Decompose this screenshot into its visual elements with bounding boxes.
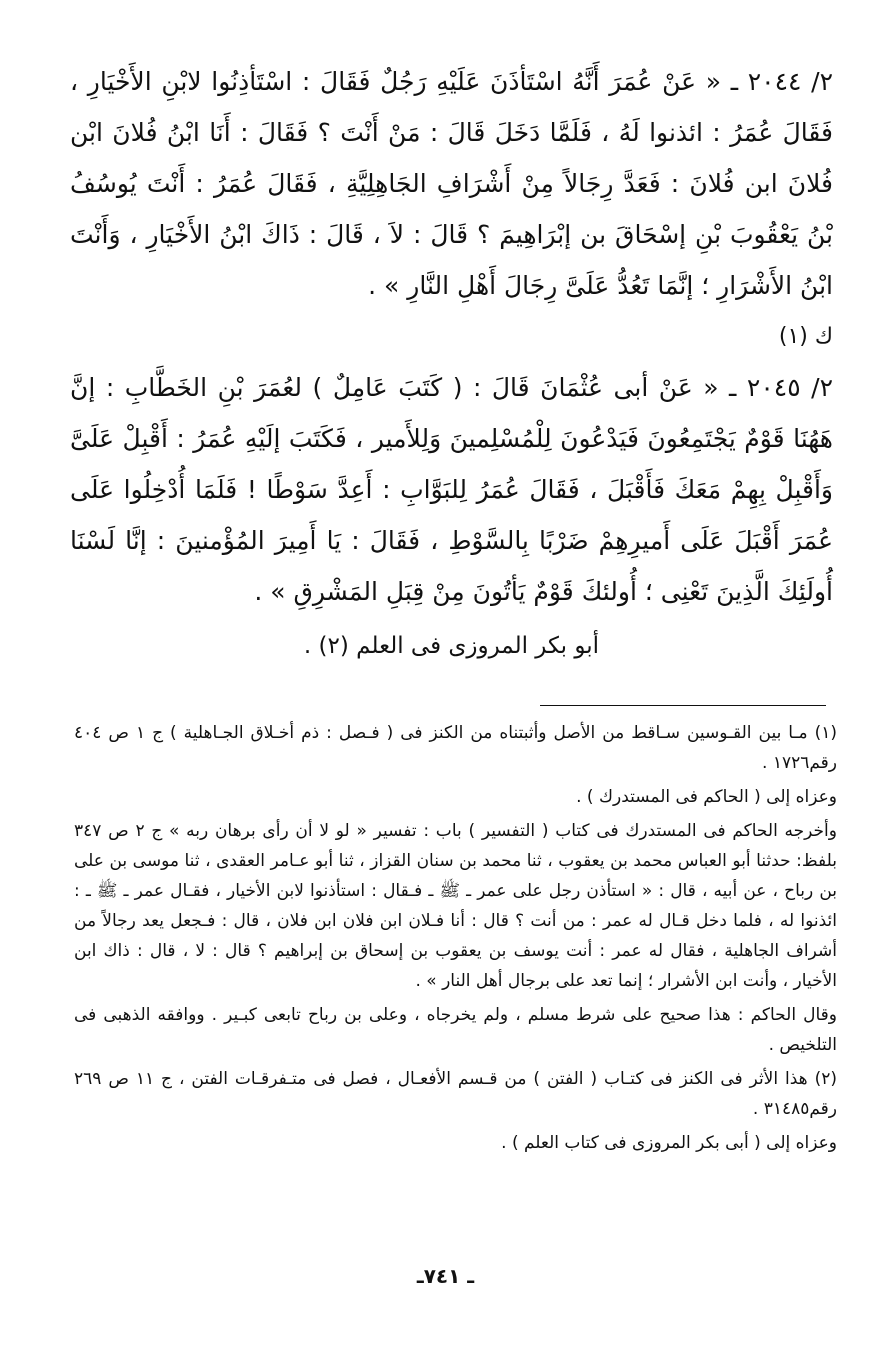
footnote-divider — [540, 705, 826, 706]
hadith-2045: ٢/ ٢٠٤٥ ـ « عَنْ أبى عُثْمَانَ قَالَ : ( كَتَبَ عَامِلٌ ) لعُمَرَ بْنِ الخَطَّابِ : إنَّ هَهُنَا قَوْمٌ يَجْتَمِعُونَ فَيَدْعُونَ لِلْمُسْلِمينَ وَلِلأَمير ، فَكَتَبَ إلَيْهِ عُمَرُ : أَقْبِلْ عَلَىَّ وَأَقْبِلْ بِهِمْ مَعَكَ فَأَقْبَلَ ، فَقَالَ عُمَرُ لِلبَوَّابِ : أَعِدَّ سَوْطًا ! فَلَمَا أُدْخِلُوا عَلَى عُمَرَ أَقْبَلَ عَلَى أَميرِهِمْ ضَرْبًا بِالسَّوْطِ ، فَقَالَ : يَا أَمِيرَ المُؤْمنينَ : إنَّا لَسْنَا أُولَئِكَ الَّذِينَ تَعْنِى ؛ أُولئكَ قَوْمٌ يَأتُونَ مِنْ قِبَلِ المَشْرِقِ » . — [70, 373, 833, 606]
page-number: ـ ٧٤١ـ — [416, 1264, 475, 1288]
source-reference-2044: ك (١) — [778, 324, 833, 349]
footnote-2: (٢) هذا الأثر فى الكنز فى كتـاب ( الفتن ) من قـسم الأفعـال ، فصل فى متـفرقـات الفتن ، ج ١١ ص ٢٦٩ رقم٣١٤٨٥ . — [74, 1069, 837, 1119]
footnotes — [74, 718, 837, 1158]
footnote-2-attribution: وعزاه إلى ( أبى بكر المروزى فى كتاب العلم ) . — [501, 1133, 837, 1153]
hadith-2044: ٢/ ٢٠٤٤ ـ « عَنْ عُمَرَ أَنَّهُ اسْتَأذَنَ عَلَيْهِ رَجُلٌ فَقَالَ : اسْتَأذِنُوا لابْنِ الأَخْيَارِ ، فَقَالَ عُمَرُ : ائذنوا لَهُ ، فَلَمَّا دَخَلَ قَالَ : مَنْ أَنْتَ ؟ فَقَالَ : أَنَا ابْنُ فُلانَ ابْن فُلانَ ابن فُلانَ : فَعَدَّ رِجَالاً مِنْ أَشْرَافِ الجَاهِلِيَّةِ ، فَقَالَ عُمَرُ : أَنْتَ يُوسُفُ بْنُ يَعْقُوبَ بْنِ إسْحَاقَ بن إبْرَاهِيمَ ؟ قَالَ : لاَ ، قَالَ : ذَاكَ ابْنُ الأَخْيَارِ ، وَأَنْتَ ابْنُ الأَشْرَارِ ؛ إنَّمَا تَعُدُّ عَلَىَّ رِجَالَ أَهْلِ النَّارِ » . — [70, 67, 833, 300]
main-text — [70, 56, 833, 672]
source-reference-2045: أبو بكر المروزى فى العلم (٢) . — [303, 633, 600, 659]
footnote-1: (١) مـا بين القـوسين سـاقط من الأصل وأثبتناه من الكنز فى ( فـصل : ذم أخـلاق الجـاهلية ) ج ١ ص ٤٠٤ رقم١٧٢٦ . — [74, 723, 837, 773]
footnote-1-attribution: وعزاه إلى ( الحاكم فى المستدرك ) . — [576, 787, 837, 807]
footnote-1-hakim-verdict: وقال الحاكم : هذا صحيح على شرط مسلم ، ولم يخرجاه ، وعلى بن رباح تابعى كبـير . ووافقه الذهبى فى التلخيص . — [74, 1005, 837, 1055]
footnote-1-hakim-text: وأخرجه الحاكم فى المستدرك فى كتاب ( التفسير ) باب : تفسير « لو لا أن رأى برهان ربه » ج ٢ ص ٣٤٧ بلفظ: حدثنا أبو العباس محمد بن يعقوب ، ثنا محمد بن سنان القزاز ، ثنا أبو عـامر العقدى ، ثنا موسى بن على بن رباح ، عن أبيه ، قال : « استأذن رجل على عمر ـ ﷺ ـ فـقال : استأذنوا لابن الأخيار ، فقـال عمر ـ ﷺ ـ : ائذنوا له ، فلما دخل قـال له عمر : من أنت ؟ قال : أنا فـلان ابن فلان ابن فلان ، قال : فـجعل يعد رجالاً من أشراف الجاهلية ، فقال له عمر : أنت يوسف بن يعقوب بن إسحاق بن إبراهيم ؟ قال : لا ، قال : ذاك ابن الأخيار ، وأنت ابن الأشرار ؛ إنما تعد على برجال أهل النار » . — [74, 821, 837, 991]
